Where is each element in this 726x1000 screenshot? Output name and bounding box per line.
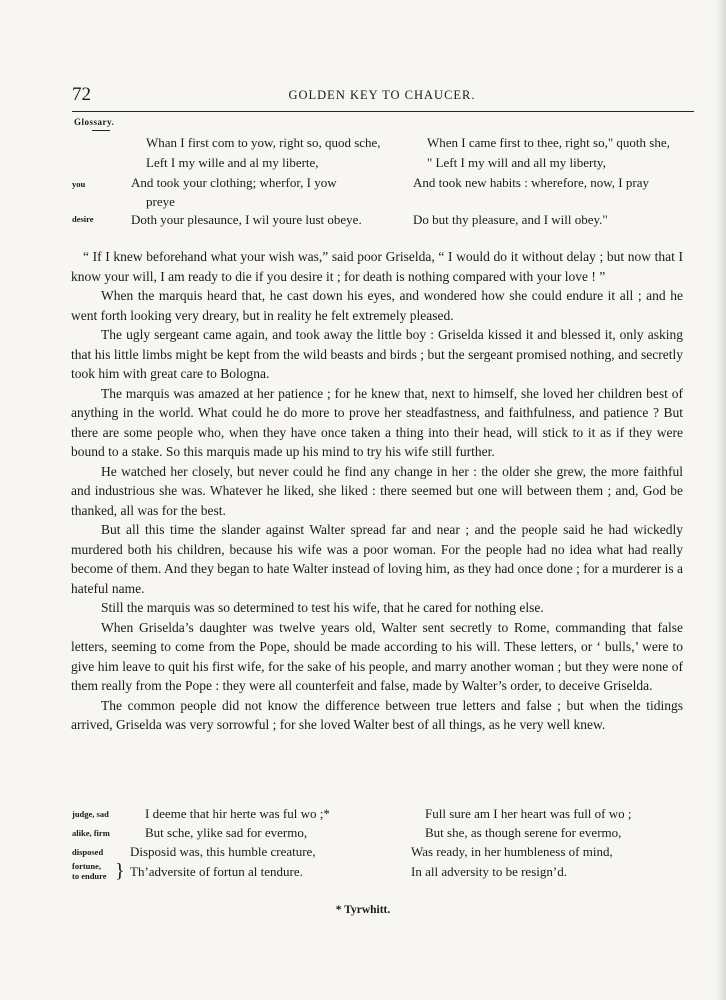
verse-line-original: Whan I first com to yow, right so, quod sche, [146,135,381,150]
verse-line-modern: When I came first to thee, right so," quoth she, [427,135,670,150]
running-title: GOLDEN KEY TO CHAUCER. [288,88,476,102]
paragraph: The marquis was amazed at her patience ; for he knew that, next to himself, she loved her children best of anything in the world. What could he do more to prove her steadfastness, and faithfulness, and patience ? But there are some people who, when they have once taken a thing into their head, will stick to it as if they were bound to a stake. So this marquis made up his mind to try his wife still further. [71,385,683,459]
page-number: 72 [72,84,91,105]
glossary-underline [92,130,110,131]
gloss-note: to endure [72,871,107,881]
verse-line-modern: Was ready, in her humbleness of mind, [411,844,613,859]
paragraph: “ If I knew beforehand what your wish was,” said poor Griselda, “ I would do it without delay ; but now that I know your will, I am ready to die if you desire it ; for death is nothing compared with your love ! ” [71,249,683,284]
gloss-note: you [72,179,86,189]
paragraph: But all this time the slander against Walter spread far and near ; and the people said he had wickedly murdered both his children, because his wife was a poor woman. For the people had no idea what had really become of them. And they began to hate Walter instead of loving him, as they had once done ; for a murderer is a hateful name. [71,522,683,596]
verse-line-original: Disposid was, this humble creature, [130,844,316,859]
paragraph: Still the marquis was so determined to test his wife, that he cared for nothing else. [101,600,544,615]
header-rule [72,111,694,112]
gloss-note: disposed [72,847,104,857]
paragraph: The ugly sergeant came again, and took away the little boy : Griselda kissed it and blessed it, only asking that his little limbs might be kept from the wild beasts and birds ; but the sergeant promised nothing, and secretly took him with great care to Bologna. [71,327,683,381]
paragraph: When Griselda’s daughter was twelve years old, Walter sent secretly to Rome, commanding that false letters, seeming to come from the Pope, should be made according to his will. These letters, or ‘ bulls,’ were to give him leave to quit his first wife, for the sake of his people, and marry another woman ; but they were none of them really from the Pope : they were all counterfeit and false, made by Walter’s order, to deceive Griselda. [71,619,683,693]
brace-mark: } [115,860,125,882]
gloss-note: judge, sad [72,809,109,819]
paragraph: When the marquis heard that, he cast down his eyes, and wondered how she could endure it all ; and he went forth looking very dreary, but in reality he felt extremely pleased. [71,288,683,323]
paragraph: He watched her closely, but never could he find any change in her : the older she grew, the more faithful and industrious she was. Whatever he liked, she liked : there seemed but one will between them ; and, God be thanked, all was for the best. [71,463,683,518]
verse-line-original: Doth your plesaunce, I wil youre lust obeye. [131,212,362,227]
verse-line-original: But sche, ylike sad for evermo, [145,825,308,840]
gloss-note: desire [72,214,94,224]
verse-line-original: I deeme that hir herte was ful wo ;* [145,806,330,821]
verse-line-original: Th’adversite of fortun al tendure. [130,864,303,879]
verse-line-modern: Do but thy pleasure, and I will obey." [413,212,608,227]
prose-body [71,247,683,735]
verse-line-original: And took your clothing; wherfor, I yow [131,175,337,190]
gloss-note: fortune, [72,861,102,871]
verse-line-modern: " Left I my will and all my liberty, [427,155,606,170]
verse-line-original: preye [146,194,175,209]
page-header [72,84,692,110]
verse-line-modern: Full sure am I her heart was full of wo ; [425,806,632,821]
glossary-label: Glossary. [74,117,115,127]
page-edge-shadow [716,0,726,1000]
footnote: * Tyrwhitt. [335,904,391,916]
gloss-note: alike, firm [72,828,110,838]
verse-line-modern: And took new habits : wherefore, now, I pray [413,175,649,190]
verse-line-modern: But she, as though serene for evermo, [425,825,622,840]
verse-line-modern: In all adversity to be resign’d. [411,864,567,879]
verse-line-original: Left I my wille and al my liberte, [146,155,319,170]
paragraph: The common people did not know the difference between true letters and false ; but when the tidings arrived, Griselda was very sorrowful ; for she loved Walter best of all things, as he very well knew. [71,697,683,732]
